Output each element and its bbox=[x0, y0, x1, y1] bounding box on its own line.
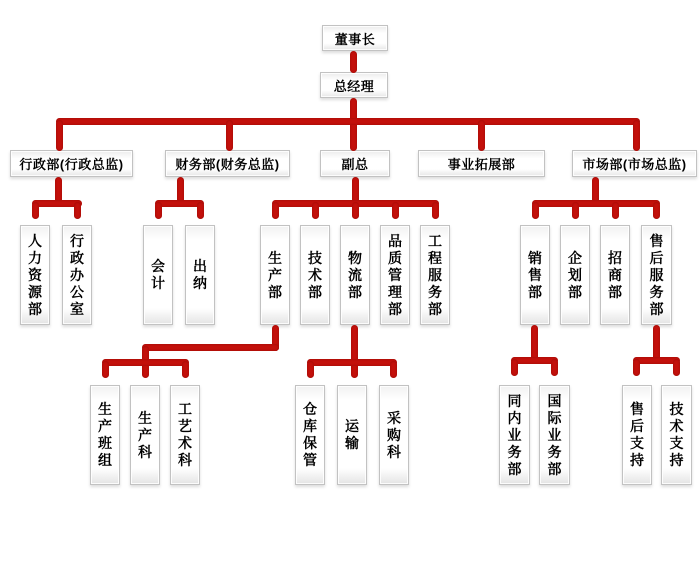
node-domestic-business-dept: 同内业务部 bbox=[499, 385, 530, 485]
connector-drop-bizdev bbox=[478, 120, 485, 151]
connector-drop-accounting bbox=[155, 202, 162, 219]
connector-drop-production bbox=[272, 202, 279, 219]
connector-trunk-level2 bbox=[56, 118, 640, 125]
connector-drop-planning bbox=[572, 202, 579, 219]
node-craft-section: 工艺术科 bbox=[170, 385, 200, 485]
node-general-manager: 总经理 bbox=[320, 72, 388, 98]
connector-drop-production-team bbox=[102, 361, 109, 378]
node-purchasing-section: 采购科 bbox=[379, 385, 409, 485]
node-technology-dept: 技术部 bbox=[300, 225, 330, 325]
connector-production-elbow bbox=[142, 344, 279, 351]
connector-drop-international bbox=[551, 359, 558, 376]
connector-drop-admin bbox=[56, 120, 63, 151]
node-quality-mgmt-dept: 品质管理部 bbox=[380, 225, 410, 325]
connector-drop-merchants bbox=[612, 202, 619, 219]
node-cashier: 出纳 bbox=[185, 225, 215, 325]
connector-drop-quality bbox=[392, 202, 399, 219]
connector-market-bar bbox=[532, 200, 660, 207]
connector-drop-aftersales bbox=[653, 202, 660, 219]
connector-drop-admin-office bbox=[74, 202, 81, 219]
connector-logistics-stem bbox=[351, 325, 358, 378]
connector-drop-purchasing bbox=[390, 361, 397, 378]
node-finance-dept: 财务部(财务总监) bbox=[165, 150, 290, 177]
connector-drop-sales bbox=[532, 202, 539, 219]
node-logistics-dept: 物流部 bbox=[340, 225, 370, 325]
connector-drop-logistics bbox=[352, 202, 359, 219]
node-planning-dept: 企划部 bbox=[560, 225, 590, 325]
connector-drop-warehouse bbox=[307, 361, 314, 378]
node-vice-general-manager: 副总 bbox=[320, 150, 390, 177]
connector-drop-engineering bbox=[432, 202, 439, 219]
connector-logistics-bar bbox=[307, 359, 397, 366]
node-technical-support: 技术支持 bbox=[661, 385, 692, 485]
connector-drop-domestic bbox=[511, 359, 518, 376]
connector-drop-finance bbox=[226, 120, 233, 151]
node-transportation: 运输 bbox=[337, 385, 367, 485]
connector-drop-technical-support bbox=[673, 359, 680, 376]
connector-drop-craft-section bbox=[182, 361, 189, 378]
connector-production-bar bbox=[102, 359, 189, 366]
connector-drop-technology bbox=[312, 202, 319, 219]
node-admin-office: 行政办公室 bbox=[62, 225, 92, 325]
node-warehouse-keeping: 仓库保管 bbox=[295, 385, 325, 485]
node-production-section: 生产科 bbox=[130, 385, 160, 485]
node-sales-dept: 销售部 bbox=[520, 225, 550, 325]
node-international-business-dept: 国际业务部 bbox=[539, 385, 570, 485]
node-after-sales-support: 售后支持 bbox=[622, 385, 652, 485]
node-hr-dept: 人力资源部 bbox=[20, 225, 50, 325]
node-accounting: 会计 bbox=[143, 225, 173, 325]
node-chairman: 董事长 bbox=[322, 25, 388, 51]
node-after-sales-service-dept: 售后服务部 bbox=[641, 225, 672, 325]
node-production-dept: 生产部 bbox=[260, 225, 290, 325]
connector-drop-market bbox=[633, 120, 640, 151]
connector-drop-hr bbox=[32, 202, 39, 219]
connector-drop-aftersales-support bbox=[633, 359, 640, 376]
node-merchants-dept: 招商部 bbox=[600, 225, 630, 325]
node-business-expansion-dept: 事业拓展部 bbox=[418, 150, 545, 177]
connector-chairman-gm bbox=[350, 51, 357, 73]
node-admin-dept: 行政部(行政总监) bbox=[10, 150, 133, 177]
node-production-team: 生产班组 bbox=[90, 385, 120, 485]
node-marketing-dept: 市场部(市场总监) bbox=[572, 150, 697, 177]
connector-drop-cashier bbox=[197, 202, 204, 219]
node-engineering-service-dept: 工程服务部 bbox=[420, 225, 450, 325]
